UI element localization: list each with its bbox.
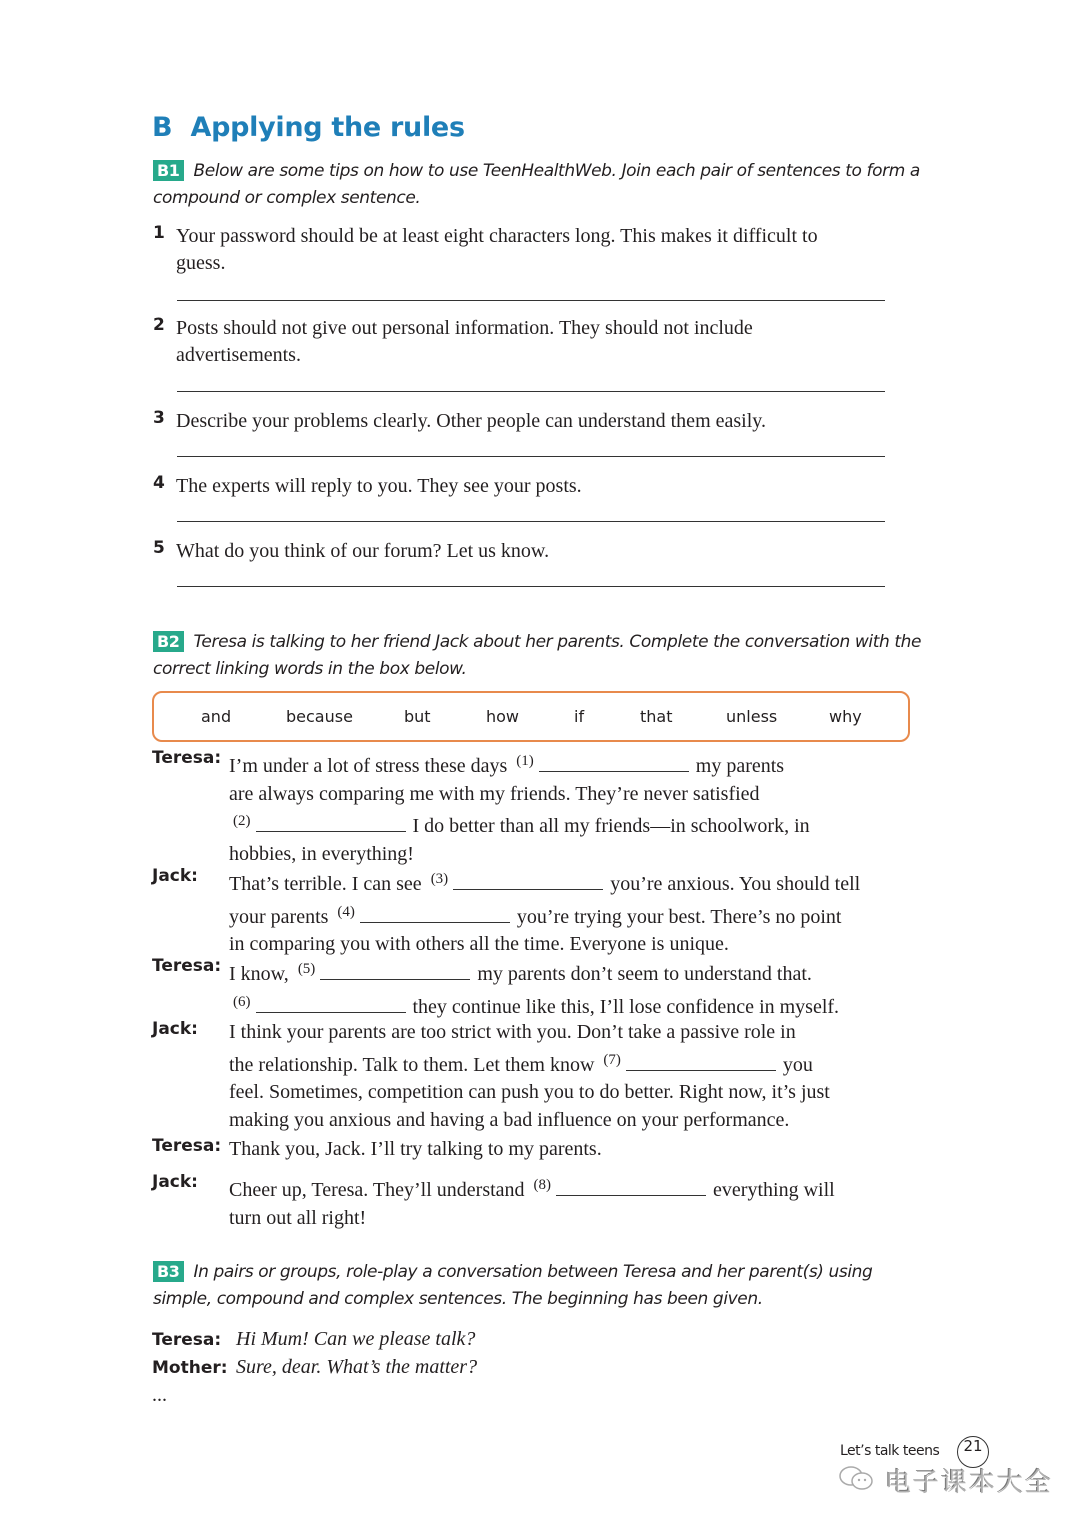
dialogue-turn [152,1019,830,1134]
dialogue-text: turn out all right! [229,1206,367,1229]
answer-line[interactable] [177,300,885,301]
exercise-item [153,223,913,277]
b3-instruction [153,1259,923,1313]
dialogue-text: are always comparing me with my friends. They’re never satisfied [229,782,760,805]
answer-line[interactable] [177,586,885,587]
dialogue-text: you’re anxious. You should tell [610,873,861,895]
dialogue-text: Thank you, Jack. I’ll try talking to my parents. [229,1138,602,1160]
item-line: guess. [176,252,226,274]
dialogue-line [229,1205,835,1233]
b1-tag: B1 [153,160,184,181]
answer-blank[interactable] [256,813,406,832]
watermark: 电子课本大全 [885,1468,1054,1498]
answer-blank[interactable] [320,961,470,980]
item-number: 4 [153,473,165,493]
exercise-item [153,538,913,565]
section-title: Applying the rules [190,112,465,143]
speaker-label: Teresa: [152,956,222,976]
dialogue-line [229,989,839,1022]
word-box-item: if [574,707,585,726]
instruction-line: correct linking words in the box below. [153,659,467,679]
dialogue-text: feel. Sometimes, competition can push you to do better. Right now, it’s just [229,1081,830,1103]
speaker-label: Teresa: [152,1136,222,1156]
dialogue-line [152,1325,477,1353]
dialogue-turn [152,1136,602,1164]
dialogue-text: I think your parents are too strict with you. Don’t take a passive role in [229,1021,796,1043]
instruction-line: Below are some tips on how to use TeenHealthWeb. Join each pair of sentences to form a [193,161,920,181]
answer-blank[interactable] [539,753,689,772]
blank-number: (2) [233,813,251,829]
dialogue-line [152,1353,477,1381]
linking-word-box [152,691,910,742]
ellipsis: ... [152,1384,167,1406]
item-line: Posts should not give out personal information. They should not include [176,317,753,339]
answer-blank[interactable] [453,871,603,890]
blank-number: (8) [533,1177,552,1193]
dialogue-turn [152,866,860,959]
item-line: Describe your problems clearly. Other people can understand them easily. [176,410,766,432]
b3-tag: B3 [153,1261,184,1282]
answer-line[interactable] [177,456,885,457]
dialogue-lines [229,866,860,959]
word-box-item: how [486,707,520,726]
instruction-line: Teresa is talking to her friend Jack about her parents. Complete the conversation with the [193,632,922,652]
instruction-line: simple, compound and complex sentences. The beginning has been given. [153,1289,763,1309]
blank-number: (3) [430,871,449,887]
answer-line[interactable] [177,391,885,392]
dialogue-text: my parents [695,755,785,777]
speaker-label: Jack: [152,1019,198,1039]
dialogue-text: the relationship. Talk to them. Let them know [229,1053,595,1076]
dialogue-text: Cheer up, Teresa. They’ll understand [229,1179,525,1201]
dialogue-text: in comparing you with others all the time. Everyone is unique. [229,933,729,955]
item-number: 3 [153,408,165,428]
section-heading [152,112,465,143]
dialogue-text: you [782,1053,813,1076]
dialogue-line [229,1079,830,1107]
dialogue-line [229,956,839,989]
dialogue-line [229,866,860,899]
speaker-label: Teresa: [152,748,222,768]
b3-dialogue [152,1325,477,1409]
word-box-item: and [201,707,232,726]
dialogue-line [229,748,810,781]
item-text [176,223,913,277]
answer-line[interactable] [177,521,885,522]
dialogue-text: hobbies, in everything! [229,842,414,865]
exercise-item [153,408,913,435]
blank-number: (5) [297,961,316,977]
answer-blank[interactable] [256,994,406,1013]
answer-blank[interactable] [556,1177,706,1196]
dialogue-text: your parents [229,905,329,928]
dialogue-text: That’s terrible. I can see [229,873,422,895]
dialogue-text: I know, [229,963,289,985]
blank-number: (4) [337,903,355,920]
word-box-item: but [404,707,431,726]
dialogue-text: Sure, dear. What’s the matter? [236,1356,478,1378]
dialogue-text: you’re trying your best. There’s no point [516,905,842,928]
word-box-item: unless [726,707,778,726]
dialogue-line [229,1136,602,1164]
wechat-icon [838,1465,874,1491]
dialogue-text: I do better than all my friends—in schoolwork, in [412,815,810,837]
dialogue-line [229,931,860,959]
item-line: What do you think of our forum? Let us know. [176,540,550,562]
dialogue-line [229,899,860,932]
dialogue-line [229,808,810,841]
item-line: advertisements. [176,344,301,366]
exercise-item [153,473,913,500]
word-box-item: why [829,707,862,726]
speaker-label: Teresa: [152,1330,222,1350]
speaker-label: Jack: [152,866,198,886]
dialogue-lines [229,1136,602,1164]
b1-instruction [153,158,923,212]
dialogue-text: making you anxious and having a bad influence on your performance. [229,1108,790,1131]
dialogue-lines [229,1172,835,1232]
dialogue-line [229,781,810,809]
item-text [176,473,913,500]
b2-instruction [153,629,923,683]
dialogue-turn [152,1172,835,1232]
dialogue-text: I’m under a lot of stress these days [229,755,508,777]
dialogue-line [229,841,810,869]
answer-blank[interactable] [626,1052,776,1071]
word-box-item: because [286,707,353,726]
book-title: Let’s talk teens [840,1443,940,1459]
blank-number: (7) [603,1051,621,1068]
exercise-item [153,315,913,369]
dialogue-turn [152,748,810,868]
answer-blank[interactable] [360,904,510,923]
page-number: 21 [957,1436,989,1468]
blank-number: (1) [516,753,534,769]
section-letter: B [152,112,173,143]
dialogue-text: my parents don’t seem to understand that. [477,963,812,985]
item-number: 2 [153,315,165,335]
dialogue-line [229,1019,830,1047]
instruction-line: compound or complex sentence. [153,188,421,208]
dialogue-line [229,1047,830,1080]
dialogue-text: they continue like this, I’ll lose confidence in myself. [412,995,840,1018]
instruction-line: In pairs or groups, role-play a conversation between Teresa and her parent(s) using [193,1262,873,1282]
item-number: 1 [153,223,165,243]
dialogue-lines [229,748,810,868]
dialogue-turn [152,956,839,1021]
dialogue-lines [229,1019,830,1134]
item-number: 5 [153,538,165,558]
blank-number: (6) [233,993,251,1010]
dialogue-line [229,1107,830,1135]
dialogue-text: Hi Mum! Can we please talk? [236,1328,476,1350]
dialogue-line [229,1172,835,1205]
item-text [176,408,913,435]
dialogue-text: everything will [713,1179,835,1201]
speaker-label: Mother: [152,1358,228,1378]
item-line: Your password should be at least eight characters long. This makes it difficult to [176,225,818,247]
b2-tag: B2 [153,631,184,652]
speaker-label: Jack: [152,1172,198,1192]
word-box-item: that [640,707,673,726]
item-text [176,538,913,565]
item-text [176,315,913,369]
dialogue-lines [229,956,839,1021]
item-line: The experts will reply to you. They see your posts. [176,475,582,497]
